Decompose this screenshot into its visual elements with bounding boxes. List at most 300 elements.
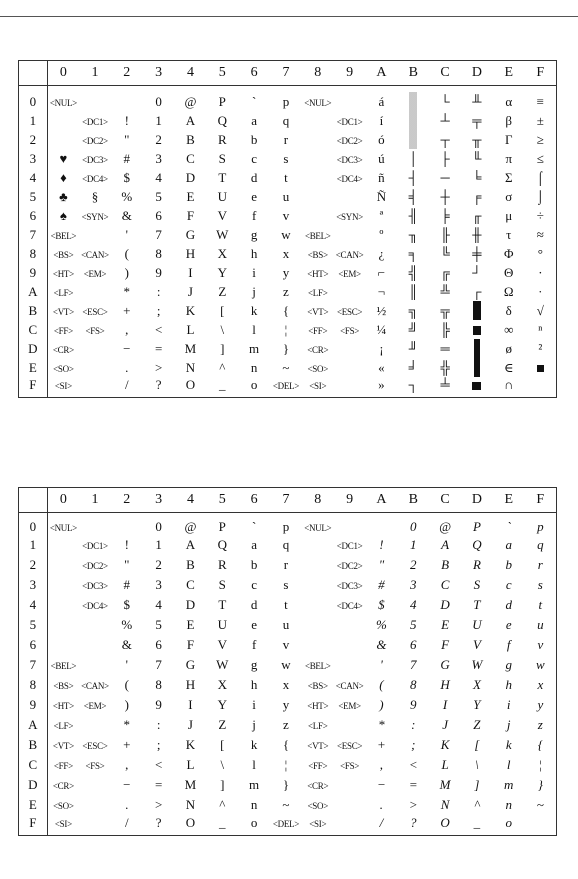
- char-glyph: ;: [411, 737, 416, 752]
- char-glyph: 4: [410, 597, 417, 612]
- char-cell: [79, 168, 111, 187]
- char-glyph: ╠: [440, 321, 450, 337]
- column-header-F: F: [525, 488, 557, 513]
- char-cell: [302, 755, 334, 775]
- char-glyph: y: [537, 697, 544, 712]
- solid-block-icon: [537, 365, 544, 372]
- char-glyph: ║: [408, 283, 418, 299]
- char-cell: [493, 377, 525, 398]
- char-glyph: ?: [410, 815, 417, 830]
- char-glyph: <VT>: [52, 741, 74, 751]
- char-cell: [493, 815, 525, 836]
- char-cell: [270, 168, 302, 187]
- char-glyph: ∙: [538, 264, 542, 280]
- solid-block-icon: [472, 382, 481, 390]
- char-cell: [429, 168, 461, 187]
- char-cell: [79, 535, 111, 555]
- char-glyph: :: [156, 717, 161, 732]
- shade-block-icon: [409, 111, 417, 130]
- char-glyph: t: [284, 169, 288, 185]
- char-cell: [334, 535, 366, 555]
- char-cell: [302, 715, 334, 735]
- char-glyph: $: [123, 597, 131, 612]
- char-glyph: ª: [379, 207, 384, 223]
- char-glyph: M: [184, 340, 197, 356]
- char-cell: [493, 168, 525, 187]
- char-glyph: &: [376, 637, 387, 652]
- char-cell: [79, 675, 111, 695]
- char-glyph: \: [220, 321, 225, 337]
- char-glyph: @: [184, 519, 197, 534]
- table-row: [19, 301, 557, 320]
- column-header-C: C: [429, 61, 461, 86]
- char-cell: [429, 263, 461, 282]
- char-glyph: <FS>: [85, 761, 105, 771]
- char-cell: [238, 187, 270, 206]
- table-row: [19, 263, 557, 282]
- char-cell: [175, 86, 207, 112]
- char-cell: [302, 615, 334, 635]
- char-glyph: n: [250, 797, 258, 812]
- char-cell: [47, 187, 79, 206]
- char-cell: [238, 244, 270, 263]
- char-glyph: w: [281, 226, 291, 242]
- row-header: 3: [19, 575, 48, 595]
- char-cell: [47, 358, 79, 377]
- char-cell: [461, 695, 493, 715]
- char-cell: [175, 513, 207, 536]
- char-glyph: <SI>: [54, 819, 72, 829]
- char-glyph: d: [250, 597, 258, 612]
- char-glyph: <FF>: [53, 325, 73, 336]
- table-row: [19, 555, 557, 575]
- char-cell: [47, 695, 79, 715]
- char-glyph: W: [471, 657, 483, 672]
- char-cell: [334, 715, 366, 735]
- char-glyph: ╦: [440, 302, 450, 318]
- char-glyph: 6: [155, 637, 162, 652]
- char-cell: [79, 282, 111, 301]
- char-glyph: ½: [376, 302, 387, 318]
- char-glyph: S: [473, 577, 481, 592]
- char-glyph: U: [217, 188, 227, 204]
- char-cell: [175, 695, 207, 715]
- char-cell: [47, 635, 79, 655]
- char-glyph: Φ: [503, 245, 514, 261]
- char-glyph: ⁿ: [538, 321, 543, 337]
- char-glyph: Q: [472, 537, 482, 552]
- column-header-B: B: [397, 61, 429, 86]
- char-cell: [175, 225, 207, 244]
- char-glyph: x: [537, 677, 544, 692]
- char-cell: [493, 795, 525, 815]
- char-cell: [143, 358, 175, 377]
- char-glyph: −: [377, 777, 386, 792]
- char-cell: [334, 339, 366, 358]
- column-header-2: 2: [111, 61, 143, 86]
- char-glyph: f: [506, 637, 511, 652]
- char-cell: [79, 358, 111, 377]
- char-cell: [366, 206, 398, 225]
- char-cell: [175, 755, 207, 775]
- char-cell: [79, 225, 111, 244]
- char-cell: [461, 555, 493, 575]
- char-cell: [111, 225, 143, 244]
- char-glyph: .: [379, 797, 384, 812]
- char-glyph: 5: [155, 188, 162, 204]
- char-cell: [525, 755, 557, 775]
- char-cell: [366, 149, 398, 168]
- char-cell: [334, 513, 366, 536]
- char-cell: [366, 377, 398, 398]
- char-cell: [366, 655, 398, 675]
- char-cell: [461, 815, 493, 836]
- char-glyph: a: [505, 537, 512, 552]
- char-cell: [111, 86, 143, 112]
- char-cell: [429, 282, 461, 301]
- char-glyph: ╤: [472, 112, 482, 128]
- char-cell: [47, 225, 79, 244]
- char-glyph: <SI>: [309, 381, 327, 391]
- char-glyph: ╨: [472, 93, 482, 109]
- table-row: [19, 615, 557, 635]
- char-cell: [206, 735, 238, 755]
- char-glyph: 2: [410, 557, 417, 572]
- char-glyph: ⌠: [536, 169, 545, 185]
- char-cell: [238, 555, 270, 575]
- row-header: 2: [19, 555, 48, 575]
- char-cell: [175, 715, 207, 735]
- char-cell: [143, 320, 175, 339]
- table-row: [19, 535, 557, 555]
- char-cell: [429, 575, 461, 595]
- char-cell: [334, 187, 366, 206]
- char-cell: [493, 339, 525, 358]
- char-cell: [302, 675, 334, 695]
- char-glyph: ]: [220, 777, 225, 792]
- row-header: 9: [19, 695, 48, 715]
- char-glyph: ¬: [377, 283, 386, 299]
- column-header-A: A: [366, 488, 398, 513]
- char-glyph: x: [282, 245, 290, 261]
- char-glyph: <: [154, 757, 163, 772]
- char-cell: [525, 263, 557, 282]
- char-cell: [397, 86, 429, 112]
- char-glyph: <CAN>: [81, 681, 109, 691]
- char-cell: [47, 555, 79, 575]
- char-glyph: V: [217, 637, 227, 652]
- char-glyph: d: [250, 169, 258, 185]
- char-glyph: ╢: [408, 207, 418, 223]
- char-cell: [143, 225, 175, 244]
- char-cell: [79, 635, 111, 655]
- char-glyph: >: [408, 797, 418, 812]
- char-glyph: ∞: [504, 321, 514, 337]
- row-header: 8: [19, 244, 48, 263]
- char-cell: [238, 149, 270, 168]
- char-cell: [270, 775, 302, 795]
- solid-block-icon: [473, 301, 481, 320]
- char-glyph: _: [219, 815, 226, 830]
- char-glyph: ╚: [440, 245, 450, 261]
- char-cell: [206, 815, 238, 836]
- char-cell: [79, 320, 111, 339]
- char-glyph: ╪: [472, 245, 482, 261]
- char-glyph: P: [472, 519, 481, 534]
- char-cell: [175, 675, 207, 695]
- char-glyph: ┘: [472, 264, 482, 280]
- char-glyph: `: [506, 519, 511, 534]
- char-glyph: 6: [155, 207, 162, 223]
- char-cell: [461, 130, 493, 149]
- char-cell: [366, 358, 398, 377]
- row-header: 9: [19, 263, 48, 282]
- char-cell: [493, 130, 525, 149]
- char-cell: [397, 555, 429, 575]
- char-glyph: +: [377, 737, 386, 752]
- char-glyph: V: [472, 637, 481, 652]
- char-glyph: d: [505, 597, 512, 612]
- char-glyph: <DC3>: [82, 581, 108, 591]
- char-glyph: <: [408, 757, 418, 772]
- char-cell: [206, 715, 238, 735]
- corner-cell: [19, 488, 48, 513]
- char-cell: [175, 555, 207, 575]
- char-cell: [302, 555, 334, 575]
- char-glyph: ∈: [503, 359, 514, 375]
- char-cell: [143, 111, 175, 130]
- char-glyph: B: [186, 131, 195, 147]
- char-cell: [397, 675, 429, 695]
- char-cell: [493, 263, 525, 282]
- char-cell: [397, 615, 429, 635]
- char-cell: [525, 320, 557, 339]
- char-cell: [143, 168, 175, 187]
- char-glyph: ±: [536, 112, 544, 128]
- char-glyph: ,: [379, 757, 384, 772]
- char-cell: [493, 358, 525, 377]
- char-glyph: 4: [155, 169, 162, 185]
- char-cell: [206, 535, 238, 555]
- row-header: E: [19, 358, 48, 377]
- row-header: B: [19, 301, 48, 320]
- char-cell: [334, 263, 366, 282]
- char-glyph: ": [378, 557, 385, 572]
- char-glyph: <HT>: [52, 701, 74, 711]
- char-cell: [79, 695, 111, 715]
- column-header-3: 3: [143, 488, 175, 513]
- char-glyph: <EM>: [338, 701, 361, 711]
- char-glyph: #: [378, 577, 385, 592]
- char-cell: [461, 263, 493, 282]
- char-glyph: D: [440, 597, 450, 612]
- char-glyph: J: [442, 717, 448, 732]
- char-cell: [270, 130, 302, 149]
- char-glyph: E: [186, 188, 195, 204]
- char-cell: [397, 635, 429, 655]
- char-cell: [493, 755, 525, 775]
- char-glyph: 2: [155, 131, 162, 147]
- char-cell: [175, 168, 207, 187]
- char-glyph: <ESC>: [337, 306, 363, 317]
- char-glyph: q: [282, 537, 290, 552]
- char-cell: [143, 244, 175, 263]
- char-cell: [270, 263, 302, 282]
- char-glyph: <DEL>: [272, 381, 300, 391]
- char-cell: [429, 535, 461, 555]
- char-glyph: ⌐: [377, 264, 386, 280]
- char-glyph: h: [505, 677, 512, 692]
- char-cell: [111, 655, 143, 675]
- char-glyph: Q: [217, 112, 227, 128]
- char-glyph: (: [124, 677, 129, 692]
- char-cell: [79, 715, 111, 735]
- char-glyph: <DC3>: [336, 154, 363, 165]
- char-cell: [270, 595, 302, 615]
- char-glyph: L: [186, 321, 195, 337]
- char-cell: [525, 555, 557, 575]
- char-cell: [143, 655, 175, 675]
- char-cell: [302, 377, 334, 398]
- char-glyph: ;: [156, 737, 161, 752]
- column-header-8: 8: [302, 61, 334, 86]
- char-cell: [366, 339, 398, 358]
- char-glyph: ·: [538, 283, 543, 299]
- char-glyph: w: [535, 657, 545, 672]
- table-row: [19, 282, 557, 301]
- char-glyph: <DC1>: [336, 541, 363, 551]
- char-glyph: ┼: [440, 188, 450, 204]
- char-glyph: <NUL>: [304, 97, 332, 108]
- char-cell: [206, 377, 238, 398]
- char-cell: [429, 149, 461, 168]
- char-cell: [206, 675, 238, 695]
- char-cell: [302, 320, 334, 339]
- char-cell: [238, 675, 270, 695]
- char-glyph: ≤: [536, 150, 544, 166]
- char-glyph: 8: [155, 677, 162, 692]
- char-glyph: 8: [410, 677, 417, 692]
- char-cell: [302, 225, 334, 244]
- char-glyph: «: [378, 359, 385, 375]
- char-glyph: 3: [410, 577, 417, 592]
- char-glyph: ): [379, 697, 384, 712]
- char-cell: [334, 225, 366, 244]
- char-glyph: v: [537, 637, 544, 652]
- char-glyph: ': [125, 657, 128, 672]
- char-glyph: Ñ: [376, 188, 387, 204]
- char-glyph: J: [187, 717, 193, 732]
- row-header: D: [19, 339, 48, 358]
- char-glyph: <HT>: [307, 268, 329, 279]
- char-glyph: <LF>: [53, 721, 74, 731]
- char-cell: [111, 715, 143, 735]
- char-cell: [334, 675, 366, 695]
- char-glyph: ╛: [408, 359, 418, 375]
- char-glyph: <DC4>: [82, 601, 108, 611]
- char-cell: [302, 695, 334, 715]
- char-glyph: <BEL>: [304, 230, 331, 241]
- char-cell: [238, 513, 270, 536]
- char-cell: [206, 513, 238, 536]
- char-glyph: {: [537, 737, 543, 752]
- char-glyph: ≡: [536, 93, 544, 109]
- char-glyph: <SI>: [54, 381, 72, 391]
- char-cell: [206, 111, 238, 130]
- char-glyph: H: [185, 677, 196, 692]
- char-glyph: A: [441, 537, 450, 552]
- char-cell: [461, 187, 493, 206]
- char-cell: [111, 635, 143, 655]
- char-glyph: R: [217, 131, 227, 147]
- char-cell: [270, 513, 302, 536]
- char-cell: [238, 575, 270, 595]
- char-cell: [334, 815, 366, 836]
- char-glyph: <NUL>: [304, 523, 332, 533]
- char-glyph: F: [186, 637, 195, 652]
- char-cell: [270, 635, 302, 655]
- char-cell: [270, 301, 302, 320]
- char-glyph: <NUL>: [49, 523, 77, 533]
- column-header-E: E: [493, 61, 525, 86]
- char-cell: [206, 244, 238, 263]
- char-glyph: ═: [440, 340, 450, 356]
- char-glyph: ┌: [472, 283, 482, 299]
- char-cell: [302, 595, 334, 615]
- char-cell: [397, 168, 429, 187]
- char-glyph: <EM>: [83, 701, 107, 711]
- char-glyph: V: [217, 207, 227, 223]
- char-glyph: 1: [155, 537, 162, 552]
- char-glyph: 9: [155, 264, 162, 280]
- char-cell: [429, 555, 461, 575]
- char-glyph: +: [123, 302, 131, 318]
- char-glyph: O: [185, 815, 196, 830]
- char-cell: [397, 535, 429, 555]
- char-cell: [238, 320, 270, 339]
- table-row: [19, 695, 557, 715]
- char-cell: [143, 130, 175, 149]
- table-row: [19, 775, 557, 795]
- char-cell: [111, 795, 143, 815]
- char-glyph: μ: [505, 207, 513, 223]
- char-glyph: ¦: [538, 757, 543, 772]
- char-glyph: [: [474, 737, 480, 752]
- char-cell: [79, 339, 111, 358]
- char-cell: [79, 555, 111, 575]
- char-glyph: <LF>: [308, 721, 328, 731]
- char-glyph: a: [251, 112, 257, 128]
- char-cell: [525, 168, 557, 187]
- char-cell: [238, 339, 270, 358]
- char-cell: [429, 755, 461, 775]
- char-glyph: T: [218, 597, 227, 612]
- char-cell: [525, 244, 557, 263]
- char-glyph: h: [250, 677, 258, 692]
- char-cell: [397, 377, 429, 398]
- char-glyph: 7: [410, 657, 417, 672]
- char-glyph: L: [441, 757, 449, 772]
- char-glyph: m: [249, 340, 260, 356]
- char-glyph: ♦: [60, 169, 67, 185]
- char-cell: [206, 225, 238, 244]
- char-cell: [525, 111, 557, 130]
- char-glyph: ╡: [408, 188, 418, 204]
- char-glyph: o: [505, 815, 512, 830]
- char-cell: [143, 187, 175, 206]
- char-glyph: /: [124, 377, 129, 392]
- char-glyph: O: [185, 377, 196, 392]
